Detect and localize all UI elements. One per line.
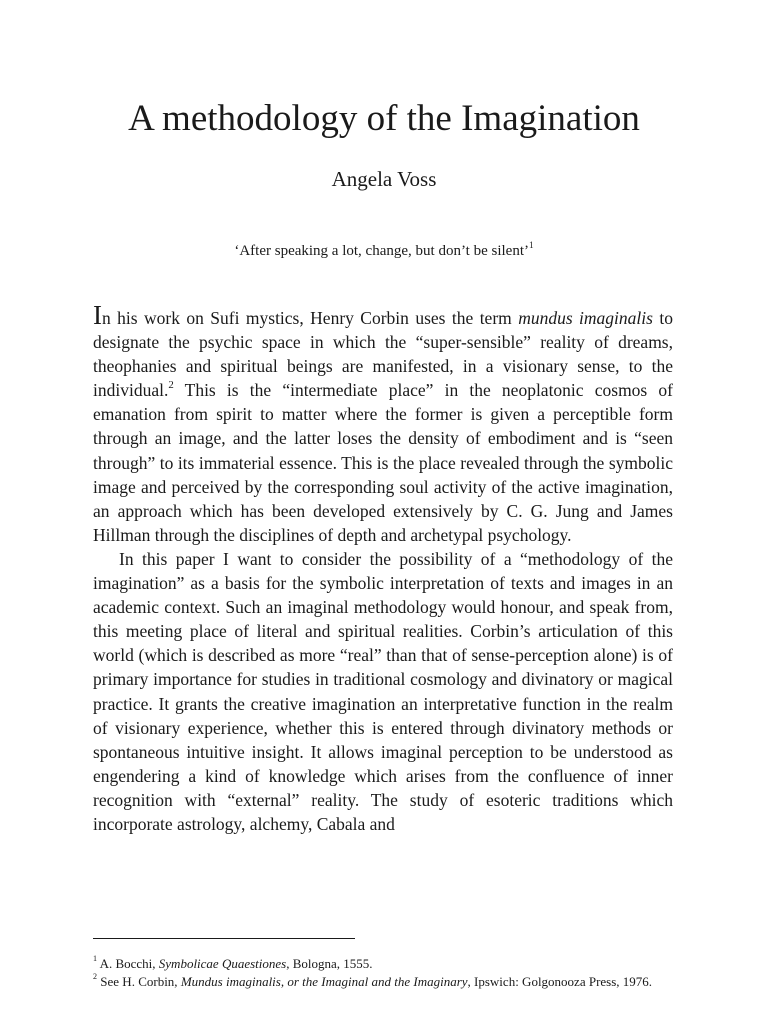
paragraph-1-text-a: n his work on Sufi mystics, Henry Corbin uses the term (102, 308, 519, 328)
footnote-ref-1: 1 (528, 240, 534, 251)
footnote-number: 1 (93, 954, 98, 964)
term-mundus-imaginalis: mundus imaginalis (518, 308, 653, 328)
footnote-2 (93, 973, 673, 991)
drop-cap: I (93, 300, 102, 330)
paragraph-1-text-b: to designate the psychic space in which the “super-sensible” reality of dreams, theophanies and spiritual beings are manifested, in a visionary sense, to the individual. (93, 308, 673, 401)
footnote-ref-2: 2 (168, 378, 174, 391)
footnote-number: 2 (93, 972, 98, 982)
footnote-divider (93, 938, 355, 939)
body-text (93, 300, 673, 836)
footnote-text: A. Bocchi, (97, 956, 159, 971)
epigraph (0, 240, 768, 262)
footnote-text: See H. Corbin, (97, 974, 181, 989)
author-name: Angela Voss (331, 167, 437, 191)
footnote-title: Mundus imaginalis, or the Imaginal and the Imaginary (180, 974, 468, 989)
footnote-text: , Bologna, 1555. (286, 956, 373, 971)
paragraph-1 (93, 300, 673, 547)
paragraph-2: In this paper I want to consider the possibility of a “methodology of the imagination” as a basis for the symbolic interpretation of texts and images in an academic context. Such an imaginal methodology would honour, and speak from, this meeting place of literal and spiritual realities. Corbin’s articulation of this world (which is described as more “real” than that of sense-perception alone) is of primary importance for studies in traditional cosmology and divinatory or magical practice. It grants the creative imagination an interpretative function in the realm of visionary experience, whether this is entered through divinatory methods or spontaneous intuitive insight. It allows imaginal perception to be understood as engendering a kind of knowledge which arises from the confluence of inner recognition with “external” reality. The study of esoteric traditions which incorporate astrology, alchemy, Cabala and (93, 548, 673, 834)
footnotes (93, 955, 673, 991)
paragraph-1-text-c: This is the “intermediate place” in the neoplatonic cosmos of emanation from spirit to matter where the former is given a perceptible form through an image, and the latter loses the density of embodiment and is “seen through” to its immaterial essence. This is the place revealed through the symbolic image and perceived by the corresponding soul activity of the active imagination, an approach which has been developed extensively by C. G. Jung and James Hillman through the disciplines of depth and archetypal psychology. (93, 380, 673, 545)
article-title: A methodology of the Imagination (128, 98, 640, 139)
footnote-text: , Ipswich: Golgonooza Press, 1976. (467, 974, 653, 989)
epigraph-text: ‘After speaking a lot, change, but don’t be silent’ (234, 243, 529, 259)
footnote-1 (93, 955, 673, 973)
footnote-title: Symbolicae Quaestiones (158, 956, 287, 971)
